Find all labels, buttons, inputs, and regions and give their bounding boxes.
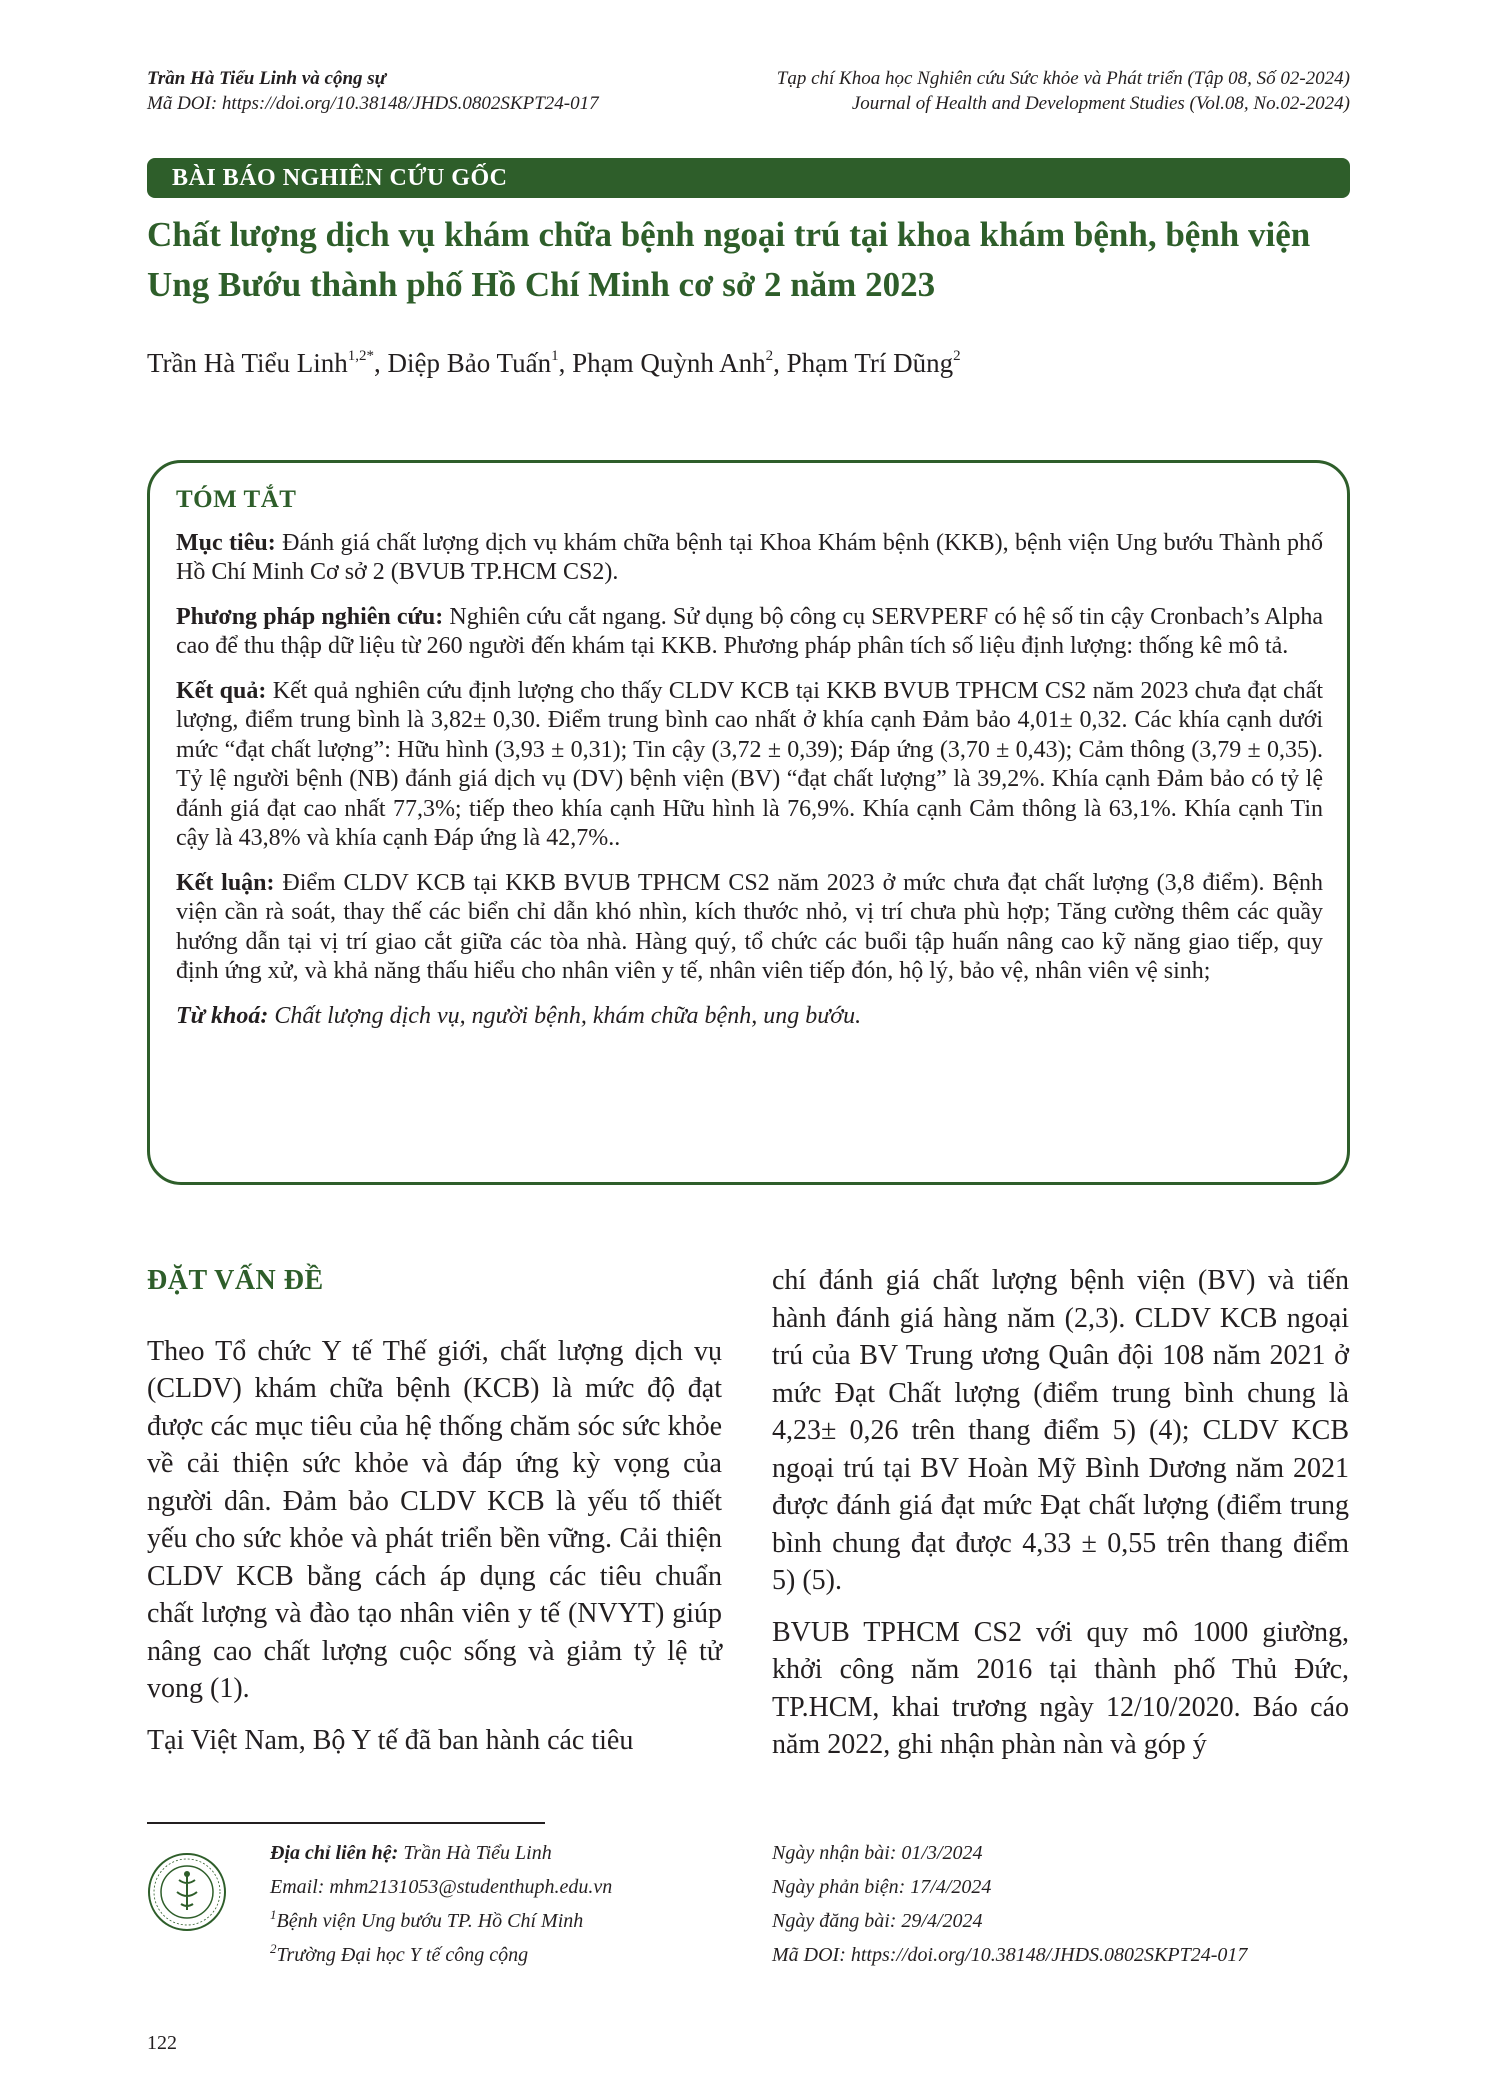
author-affiliation: 1 [551, 348, 559, 364]
date-received: Ngày nhận bài: 01/3/2024 [772, 1842, 983, 1864]
results-label: Kết quả: [176, 677, 267, 704]
abstract-conclusion [176, 869, 1323, 987]
conclusion-text: Điểm CLDV KCB tại KKB BVUB TPHCM CS2 năm 2023 ở mức chưa đạt chất lượng (3,8 điểm). Bệnh viện cần rà soát, thay thế các biển chỉ dẫn khó nhìn, kích thước nhỏ, vị trí chưa phù hợp; Tăng cường thêm các quầy hướng dẫn tại vị trí giao cắt giữa các tòa nhà. Hàng quý, tổ chức các buổi tập huấn nâng cao kỹ năng giao tiếp, quy định ứng xử, và khả năng thấu hiểu cho nhân viên y tế, nhân viên tiếp đón, hộ lý, bảo vệ, nhân viên vệ sinh; [176, 869, 1323, 984]
footnote-contact [270, 1836, 612, 1972]
affiliation-2: Trường Đại học Y tế công cộng [276, 1944, 529, 1966]
affiliation-marker: 1 [270, 1907, 277, 1922]
author-separator: , [773, 348, 787, 378]
affiliation-marker: 2 [270, 1941, 277, 1956]
methods-label: Phương pháp nghiên cứu: [176, 603, 444, 630]
footnote-doi: Mã DOI: https://doi.org/10.38148/JHDS.0802SKPT24-017 [772, 1944, 1248, 1966]
keywords-text: Chất lượng dịch vụ, người bệnh, khám chữa bệnh, ung bướu. [268, 1002, 862, 1029]
author-separator: , [374, 348, 388, 378]
body-column-left [147, 1262, 722, 1773]
article-type-band: BÀI BÁO NGHIÊN CỨU GỐC [147, 158, 1350, 198]
body-paragraph: chí đánh giá chất lượng bệnh viện (BV) và tiến hành đánh giá hàng năm (2,3). CLDV KCB ngoại trú của BV Trung ương Quân đội 108 năm 2021 ở mức Đạt Chất lượng (điểm trung bình chung là 4,23± 0,26 trên thang điểm 5) (4); CLDV KCB ngoại trú tại BV Hoàn Mỹ Bình Dương năm 2021 được đánh giá đạt mức Đạt chất lượng (điểm trung bình chung đạt được 4,33 ± 0,55 trên thang điểm 5) (5). [772, 1265, 1349, 1596]
university-seal-icon [147, 1852, 227, 1932]
abstract-methods [176, 603, 1323, 662]
abstract-results [176, 677, 1323, 854]
header-author: Trần Hà Tiểu Linh và cộng sự [147, 68, 387, 89]
author-affiliation: 2 [953, 348, 961, 364]
page-number: 122 [147, 2032, 177, 2054]
footnote-divider [147, 1822, 545, 1824]
results-text: Kết quả nghiên cứu định lượng cho thấy CLDV KCB tại KKB BVUB TPHCM CS2 năm 2023 chưa đạt chất lượng, điểm trung bình là 3,82± 0,30. Điểm trung bình cao nhất ở khía cạnh Đảm bảo 4,01± 0,32. Các khía cạnh dưới mức “đạt chất lượng”: Hữu hình (3,93 ± 0,31); Tin cậy (3,72 ± 0,39); Đáp ứng (3,70 ± 0,43); Cảm thông (3,79 ± 0,35). Tỷ lệ người bệnh (NB) đánh giá dịch vụ (DV) bệnh viện (BV) “đạt chất lượng” là 39,2%. Khía cạnh Đảm bảo có tỷ lệ đánh giá đạt cao nhất 77,3%; tiếp theo khía cạnh Hữu hình là 76,9%. Khía cạnh Cảm thông là 63,1%. Khía cạnh Tin cậy là 43,8% và khía cạnh Đáp ứng là 42,7%.. [176, 677, 1324, 851]
running-header-left [147, 66, 599, 116]
affiliation-1: Bệnh viện Ung bướu TP. Hồ Chí Minh [276, 1910, 584, 1932]
author-separator: , [558, 348, 573, 378]
author-name: Diệp Bảo Tuấn [387, 348, 552, 378]
header-journal-vi: Tạp chí Khoa học Nghiên cứu Sức khỏe và Phát triển (Tập 08, Số 02-2024) [776, 68, 1350, 89]
body-column-right [772, 1262, 1349, 1778]
abstract-heading: TÓM TẮT [176, 486, 297, 513]
header-journal-en: Journal of Health and Development Studies (Vol.08, No.02-2024) [851, 93, 1350, 114]
author-name: Phạm Trí Dũng [786, 348, 954, 378]
contact-name: Trần Hà Tiểu Linh [398, 1842, 552, 1864]
header-doi: Mã DOI: https://doi.org/10.38148/JHDS.0802SKPT24-017 [147, 93, 599, 114]
contact-label: Địa chỉ liên hệ: [270, 1842, 399, 1864]
body-paragraph: BVUB TPHCM CS2 với quy mô 1000 giường, khởi công năm 2016 tại thành phố Thủ Đức, TP.HCM, khai trương ngày 12/10/2020. Báo cáo năm 2022, ghi nhận phàn nàn và góp ý [772, 1616, 1349, 1760]
abstract-objective [176, 529, 1323, 588]
section-heading: ĐẶT VẤN ĐỀ [147, 1265, 324, 1296]
footnote-dates [772, 1836, 1247, 1972]
conclusion-label: Kết luận: [176, 869, 275, 896]
author-affiliation: 2 [765, 348, 774, 364]
abstract-box [147, 460, 1350, 1185]
date-reviewed: Ngày phản biện: 17/4/2024 [772, 1876, 992, 1898]
body-paragraph: Theo Tổ chức Y tế Thế giới, chất lượng dịch vụ (CLDV) khám chữa bệnh (KCB) là mức độ đạt được các mục tiêu của hệ thống chăm sóc sức khỏe về cải thiện sức khỏe và đáp ứng kỳ vọng của người dân. Đảm bảo CLDV KCB là yếu tố thiết yếu cho sức khỏe và phát triển bền vững. Cải thiện CLDV KCB bằng cách áp dụng các tiêu chuẩn chất lượng và đào tạo nhân viên y tế (NVYT) giúp nâng cao chất lượng cuộc sống và giảm tỷ lệ tử vong (1). [147, 1335, 722, 1704]
keywords-label: Từ khoá: [176, 1002, 269, 1029]
article-title: Chất lượng dịch vụ khám chữa bệnh ngoại trú tại khoa khám bệnh, bệnh viện Ung Bướu thành phố Hồ Chí Minh cơ sở 2 năm 2023 [147, 215, 1311, 304]
author-name: Phạm Quỳnh Anh [572, 348, 766, 378]
methods-text: Nghiên cứu cắt ngang. Sử dụng bộ công cụ SERVPERF có hệ số tin cậy Cronbach’s Alpha cao để thu thập dữ liệu từ 260 người đến khám tại KKB. Phương pháp phân tích số liệu định lượng: thống kê mô tả. [176, 603, 1323, 659]
author-name: Trần Hà Tiểu Linh [147, 348, 348, 378]
running-header-right [777, 66, 1350, 116]
objective-text: Đánh giá chất lượng dịch vụ khám chữa bệnh tại Khoa Khám bệnh (KKB), bệnh viện Ung bướu Thành phố Hồ Chí Minh Cơ sở 2 (BVUB TP.HCM CS2). [176, 529, 1323, 585]
objective-label: Mục tiêu: [176, 529, 276, 556]
author-affiliation: 1,2* [347, 348, 375, 364]
body-paragraph: Tại Việt Nam, Bộ Y tế đã ban hành các tiêu [147, 1724, 634, 1756]
date-published: Ngày đăng bài: 29/4/2024 [772, 1910, 983, 1932]
contact-email: Email: mhm2131053@studenthuph.edu.vn [270, 1876, 613, 1898]
abstract-keywords [176, 1002, 1323, 1032]
author-list [147, 345, 961, 381]
